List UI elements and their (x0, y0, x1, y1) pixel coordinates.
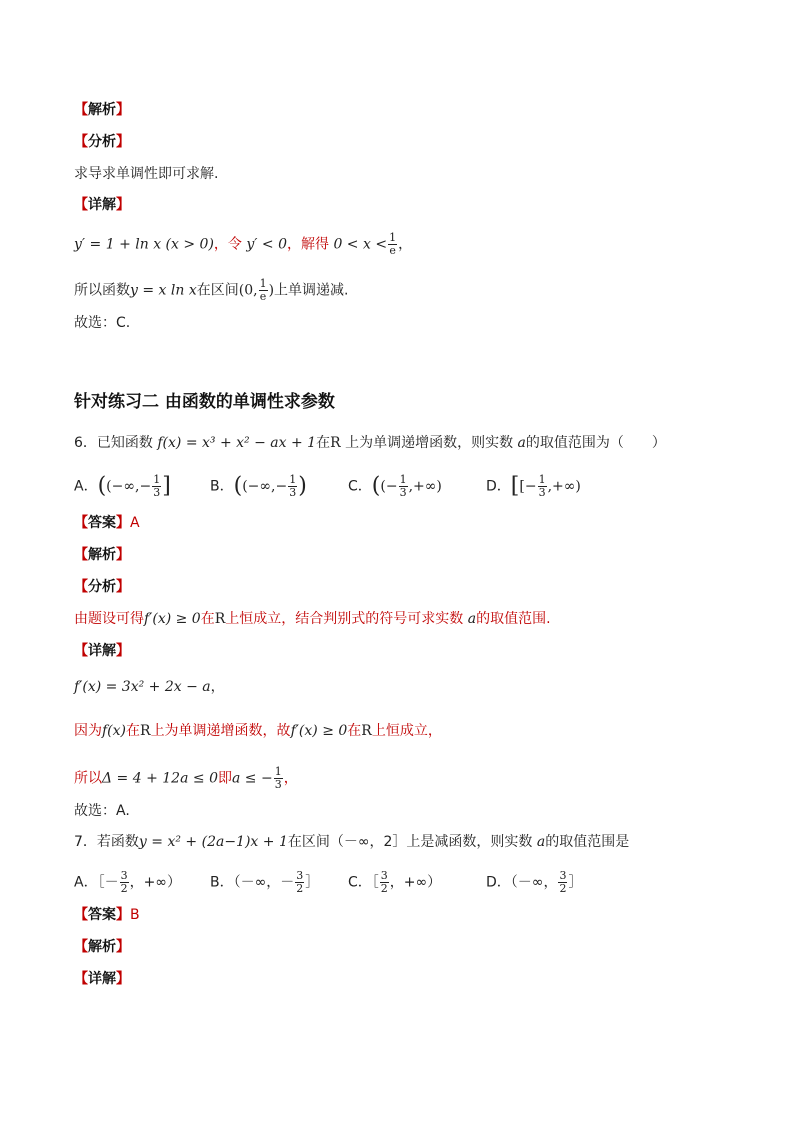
q6-answer: 【答案】A (74, 515, 140, 531)
q5-text: ，令 (213, 236, 242, 253)
q6-analysis: 由题设可得f′(x) ≥ 0在R上恒成立，结合判别式的符号可求实数 a的取值范围. (74, 611, 551, 627)
q6-detail-line2: 因为f(x)在R上为单调递增函数，故f′(x) ≥ 0在R上恒成立， (74, 723, 442, 739)
q5-text: 在区间 (196, 282, 239, 299)
fraction: $\frac{1}{e}$ (389, 231, 397, 257)
set-R: R (330, 435, 341, 451)
option-c: C．［ $\frac{3}{2}$ ，+∞） (348, 869, 442, 895)
option-b: B．（－∞，－ $\frac{3}{2}$ ］ (210, 869, 320, 895)
section-title: 针对练习二 由函数的单调性求参数 (74, 392, 335, 412)
fenxi-label: 【分析】 (74, 579, 130, 595)
q6-text: 的取值范围为（ ） (525, 435, 666, 451)
option-a: A．((−∞,− $\frac{1}{3}$ ] (74, 473, 171, 499)
option-d: D．（－∞， $\frac{3}{2}$ ］ (486, 869, 583, 895)
jiexi-label: 【解析】 (74, 939, 130, 955)
jiexi-label: 【解析】 (74, 102, 130, 118)
q6-text: 在 (316, 435, 331, 451)
q6-text: 6．已知函数 (74, 435, 153, 451)
option-c: C．((− $\frac{1}{3}$ ,+∞) (348, 473, 442, 499)
q5-analysis: 求导求单调性即可求解. (74, 166, 219, 182)
q6-detail-line3: 所以Δ = 4 + 12a ≤ 0即a ≤ − $\frac{1}{3}$ ， (74, 765, 298, 791)
solution-expr: 0 < x < (333, 236, 388, 253)
function-expr: f(x) = x³ + x² − ax + 1 (157, 435, 317, 451)
xiangjie-label: 【详解】 (74, 643, 130, 659)
xiangjie-label: 【详解】 (74, 971, 130, 987)
q5-choice: 故选：C. (74, 315, 131, 331)
option-d: D．[[− $\frac{1}{3}$ ,+∞) (486, 473, 581, 499)
variable: a (517, 435, 526, 451)
q5-detail-line1 (74, 232, 412, 257)
q6-text: 上为单调递增函数，则实数 (345, 435, 514, 451)
xiangjie-label: 【详解】 (74, 197, 130, 213)
q6-choice: 故选：A. (74, 803, 130, 819)
q5-text: 上单调递减. (274, 282, 349, 299)
jiexi-label: 【解析】 (74, 547, 130, 563)
q6-detail-line1: f′(x) = 3x² + 2x − a， (74, 679, 225, 695)
q6-stem (74, 434, 666, 452)
interval: (0, (238, 282, 258, 299)
q5-text: ， (398, 236, 413, 253)
fenxi-label: 【分析】 (74, 134, 130, 150)
q7-answer: 【答案】B (74, 907, 140, 923)
derivative-expr: y′ = 1 + ln x (x > 0) (74, 236, 214, 253)
condition-expr: y′ < 0 (246, 236, 287, 253)
q7-stem: 7．若函数y = x² + (2a−1)x + 1在区间（－∞，2］上是减函数，则实数 a的取值范围是 (74, 834, 630, 850)
interval: ) (268, 282, 275, 299)
q5-text: ，解得 (287, 236, 329, 253)
fraction: $\frac{1}{e}$ (259, 277, 267, 303)
q5-text: 所以函数 (74, 282, 130, 299)
option-b: B．((−∞,− $\frac{1}{3}$ ) (210, 473, 307, 499)
q5-detail-line2 (74, 278, 348, 303)
option-a: A．［－ $\frac{3}{2}$ ，+∞） (74, 869, 181, 895)
function-expr: y = x ln x (130, 282, 197, 299)
